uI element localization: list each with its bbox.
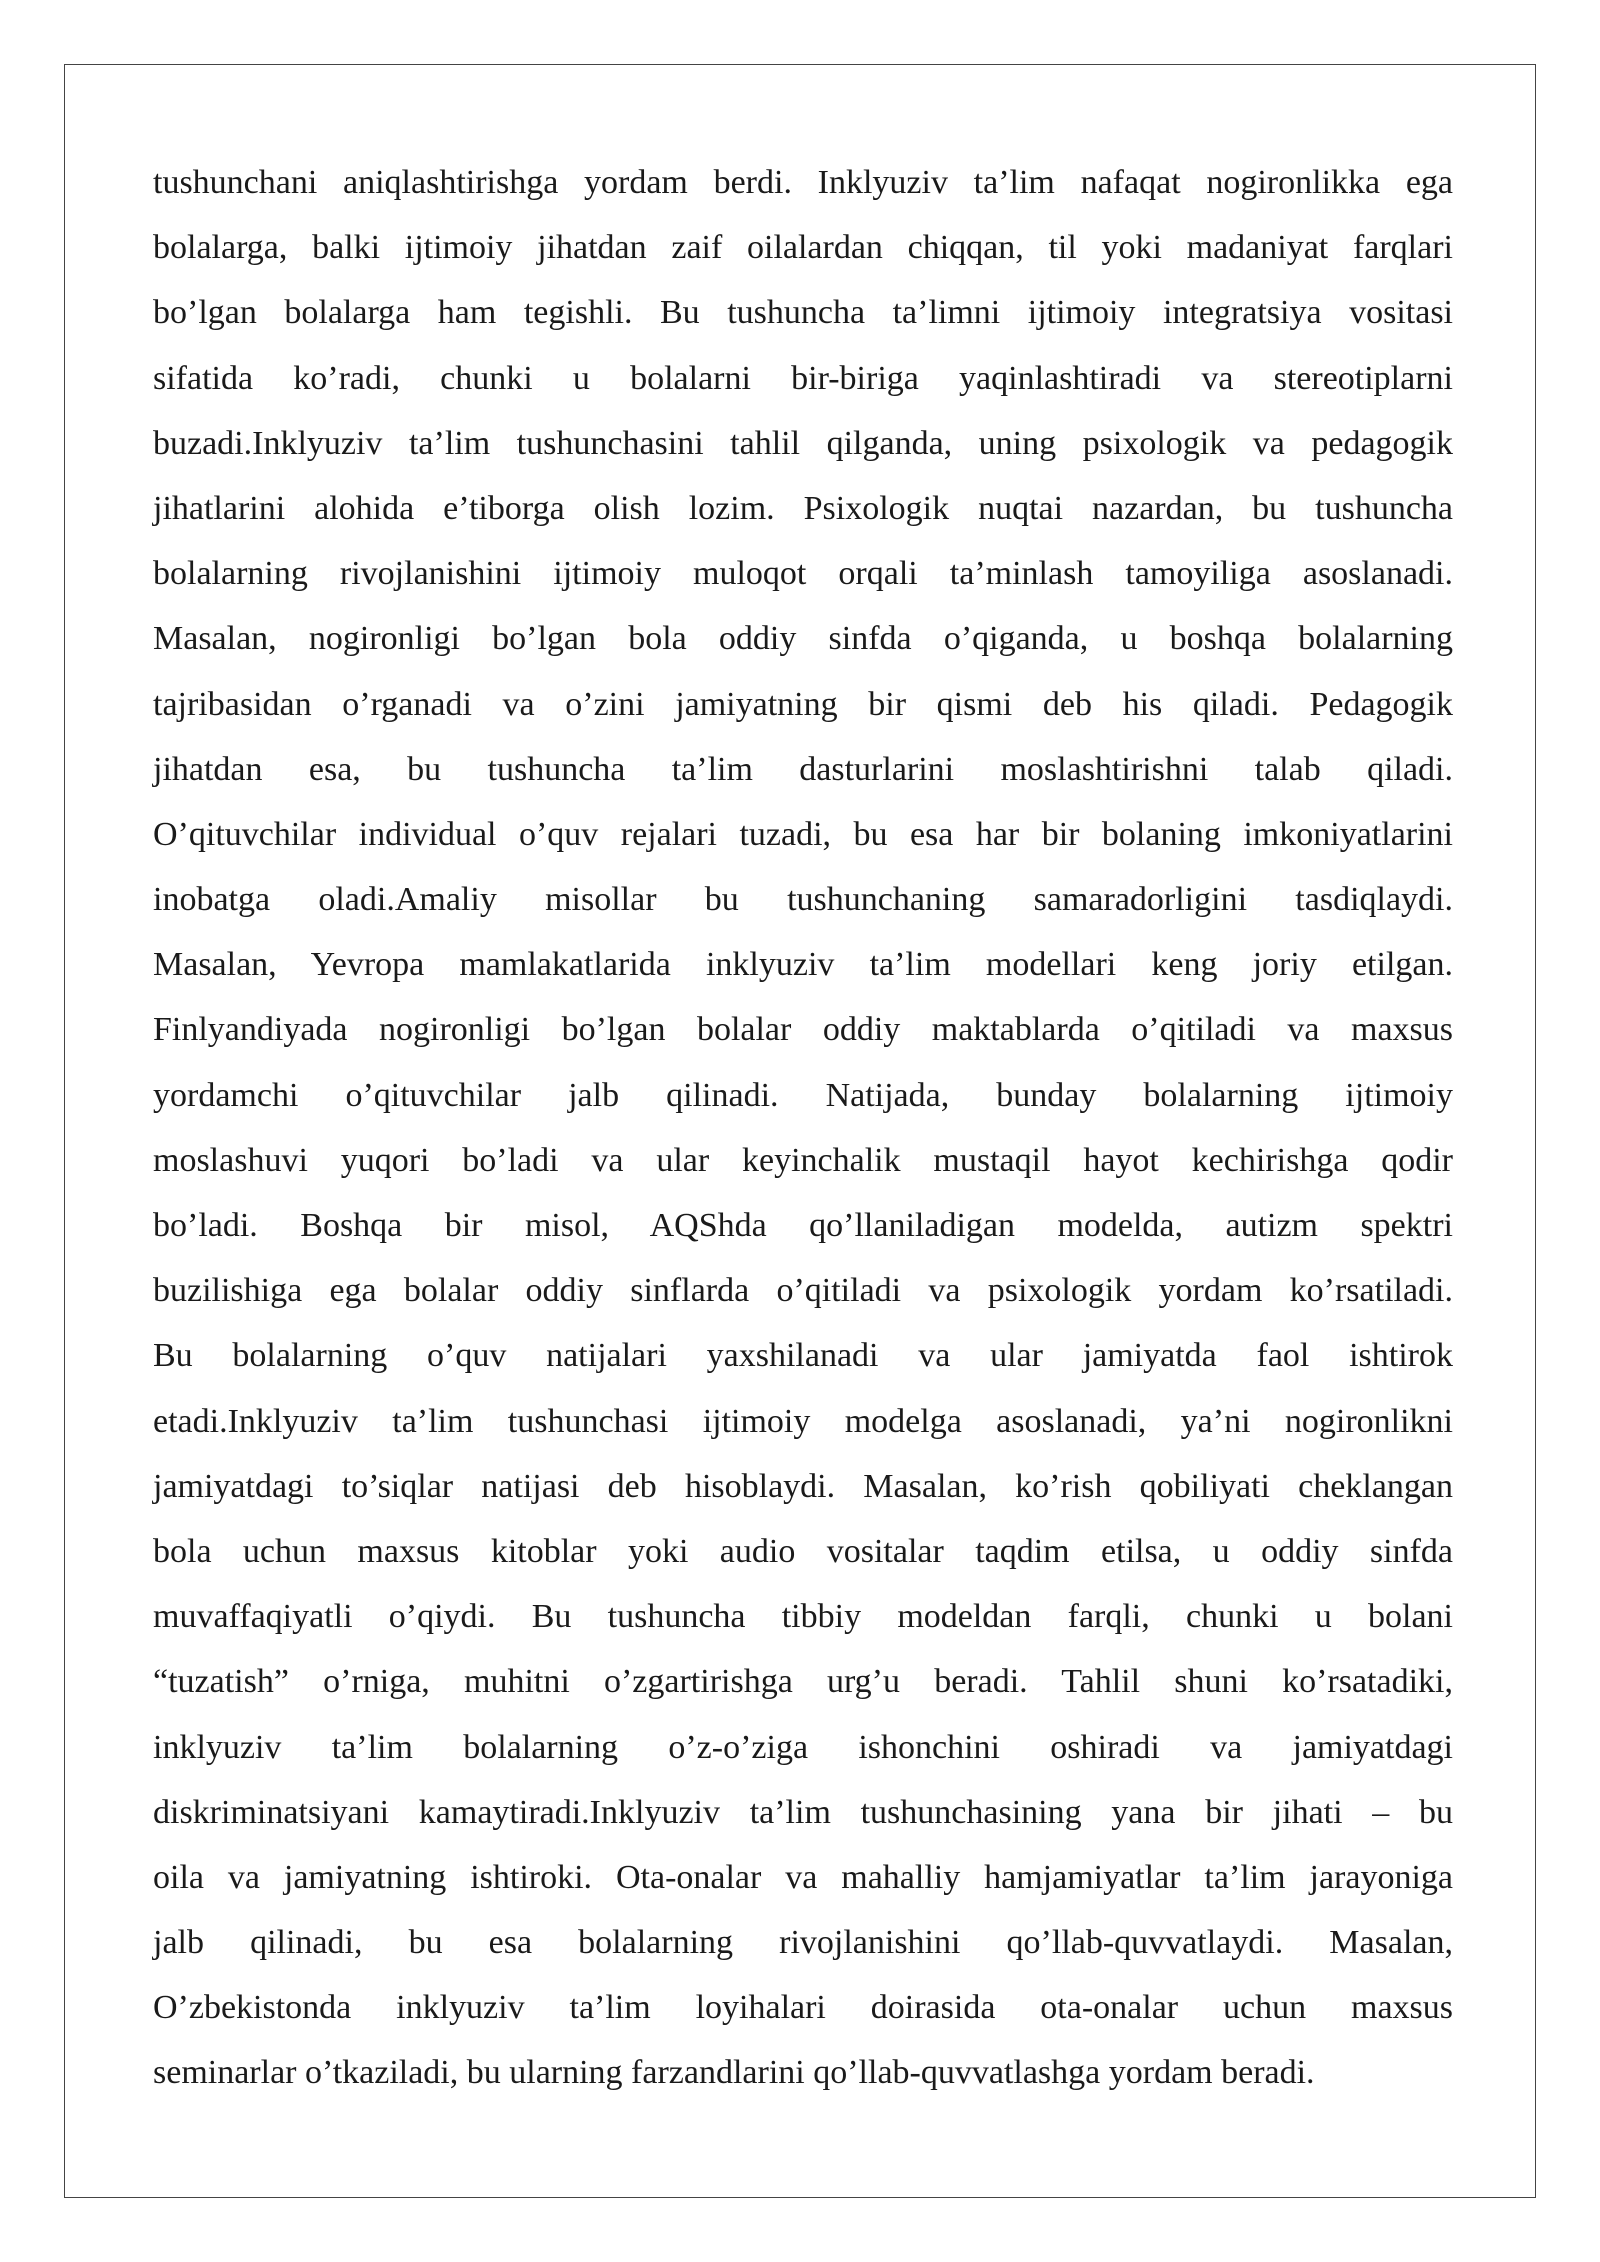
text-line: etadi.Inklyuziv ta’lim tushunchasi ijtimoiy modelga asoslanadi, ya’ni nogironlikni	[153, 1402, 1453, 1440]
text-line: tushunchani aniqlashtirishga yordam berdi. Inklyuziv ta’lim nafaqat nogironlikka ega	[153, 164, 1453, 201]
text-line: muvaffaqiyatli o’qiydi. Bu tushuncha tibbiy modeldan farqli, chunki u bolani	[153, 1598, 1453, 1636]
text-line: O’zbekistonda inklyuziv ta’lim loyihalari doirasida ota-onalar uchun maxsus	[153, 1989, 1453, 2027]
text-line: jalb qilinadi, bu esa bolalarning rivojlanishini qo’llab-quvvatlaydi. Masalan,	[153, 1924, 1453, 1962]
text-line: bo’ladi. Boshqa bir misol, AQShda qo’llaniladigan modelda, autizm spektri	[153, 1207, 1453, 1244]
text-line: diskriminatsiyani kamaytiradi.Inklyuziv ta’lim tushunchasining yana bir jihati – bu	[153, 1793, 1453, 1831]
text-line: sifatida ko’radi, chunki u bolalarni bir-biriga yaqinlashtiradi va stereotiplarni	[153, 359, 1453, 397]
text-line: Masalan, Yevropa mamlakatlarida inklyuziv ta’lim modellari keng joriy etilgan.	[153, 946, 1453, 984]
text-line: bola uchun maxsus kitoblar yoki audio vositalar taqdim etilsa, u oddiy sinfda	[153, 1532, 1453, 1570]
text-line: Masalan, nogironligi bo’lgan bola oddiy sinfda o’qiganda, u boshqa bolalarning	[153, 620, 1453, 658]
text-line: bolalarga, balki ijtimoiy jihatdan zaif oilalardan chiqqan, til yoki madaniyat farqlari	[153, 229, 1453, 267]
text-line: seminarlar o’tkaziladi, bu ularning farzandlarini qo’llab-quvvatlashga yordam beradi.	[153, 2054, 1315, 2092]
text-line: Finlyandiyada nogironligi bo’lgan bolalar oddiy maktablarda o’qitiladi va maxsus	[153, 1011, 1453, 1049]
text-line: tajribasidan o’rganadi va o’zini jamiyatning bir qismi deb his qiladi. Pedagogik	[153, 685, 1453, 723]
text-line: buzilishiga ega bolalar oddiy sinflarda o’qitiladi va psixologik yordam ko’rsatiladi.	[153, 1272, 1453, 1310]
text-line: yordamchi o’qituvchilar jalb qilinadi. Natijada, bunday bolalarning ijtimoiy	[153, 1076, 1453, 1114]
text-line: “tuzatish” o’rniga, muhitni o’zgartirishga urg’u beradi. Tahlil shuni ko’rsatadiki,	[153, 1663, 1453, 1701]
text-line: bolalarning rivojlanishini ijtimoiy muloqot orqali ta’minlash tamoyiliga asoslanadi.	[153, 555, 1453, 593]
text-line: inklyuziv ta’lim bolalarning o’z-o’ziga ishonchini oshiradi va jamiyatdagi	[153, 1728, 1453, 1766]
text-line: inobatga oladi.Amaliy misollar bu tushunchaning samaradorligini tasdiqlaydi.	[153, 881, 1453, 919]
text-line: O’qituvchilar individual o’quv rejalari tuzadi, bu esa har bir bolaning imkoniyatlarini	[153, 815, 1453, 853]
text-line: Bu bolalarning o’quv natijalari yaxshilanadi va ular jamiyatda faol ishtirok	[153, 1337, 1453, 1375]
text-line: jihatdan esa, bu tushuncha ta’lim dasturlarini moslashtirishni talab qiladi.	[153, 750, 1453, 788]
text-line: oila va jamiyatning ishtiroki. Ota-onalar va mahalliy hamjamiyatlar ta’lim jarayoniga	[153, 1858, 1453, 1896]
body-paragraph	[153, 150, 1453, 2106]
text-line: moslashuvi yuqori bo’ladi va ular keyinchalik mustaqil hayot kechirishga qodir	[153, 1141, 1453, 1179]
text-line: jihatlarini alohida e’tiborga olish lozim. Psixologik nuqtai nazardan, bu tushuncha	[153, 489, 1453, 527]
text-line: buzadi.Inklyuziv ta’lim tushunchasini tahlil qilganda, uning psixologik va pedagogik	[153, 424, 1453, 462]
text-line: bo’lgan bolalarga ham tegishli. Bu tushuncha ta’limni ijtimoiy integratsiya vositasi	[153, 294, 1453, 332]
text-line: jamiyatdagi to’siqlar natijasi deb hisoblaydi. Masalan, ko’rish qobiliyati cheklangan	[153, 1467, 1453, 1505]
